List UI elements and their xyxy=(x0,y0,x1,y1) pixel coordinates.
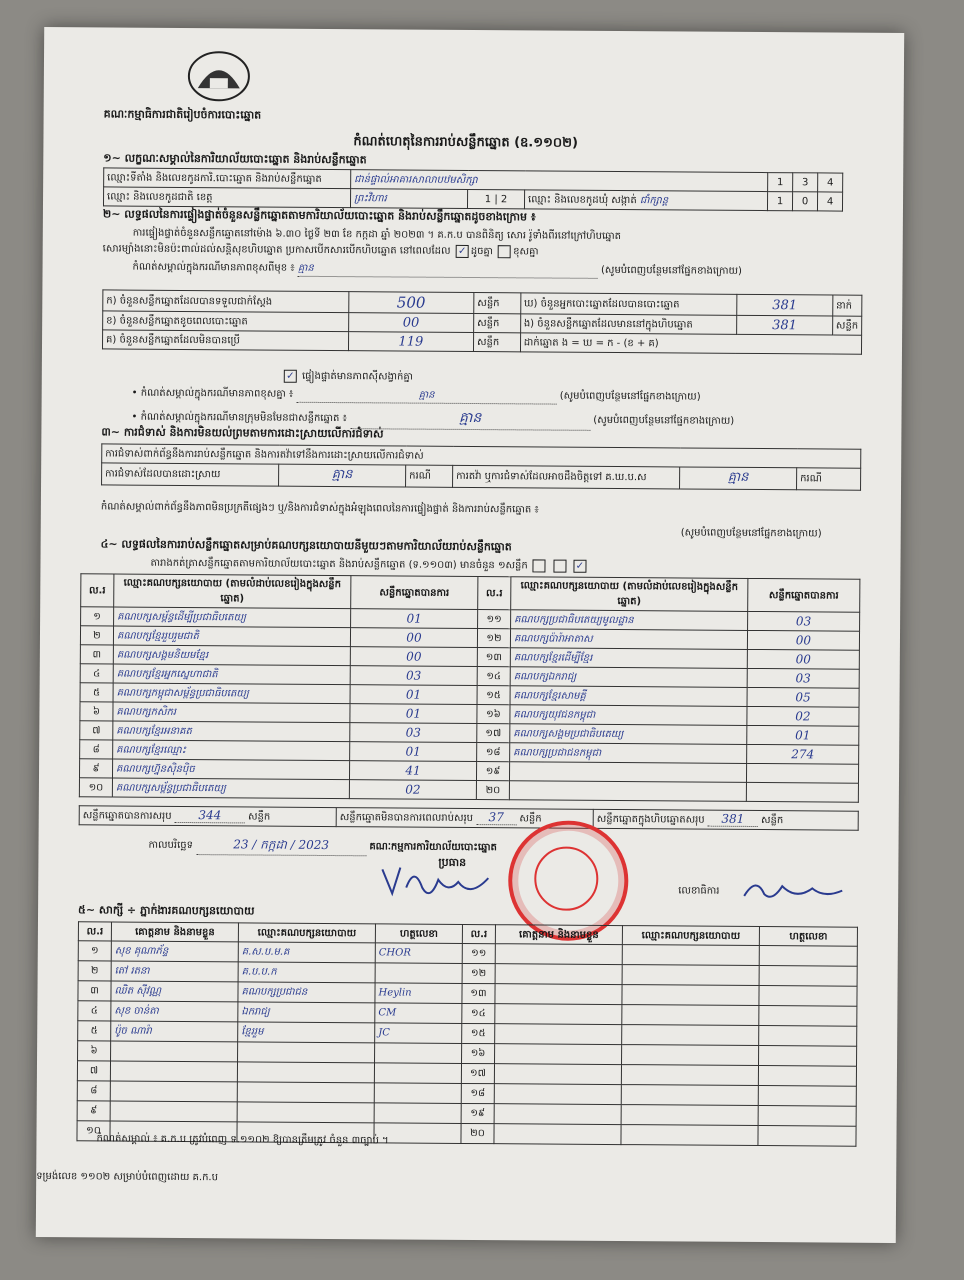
witness-signature xyxy=(375,1043,462,1064)
witness-party xyxy=(237,1102,374,1123)
province-label: ឈ្មោះ និងលេខកូដជាតិ ខេត្ត xyxy=(103,187,350,208)
witness-party: គ.ប.ប.ក xyxy=(238,962,375,983)
witness-name: ប៉ូច ណារ៉ា xyxy=(111,1021,238,1042)
party-number: ១១ xyxy=(478,610,511,629)
sheet-checkbox[interactable] xyxy=(553,559,566,572)
witness-number: ៣ xyxy=(78,981,111,1001)
total-value: 344 xyxy=(175,808,245,823)
party-votes: 03 xyxy=(748,611,860,631)
total-row xyxy=(79,806,336,827)
col-header: ល.រ xyxy=(81,574,114,607)
witness-signature xyxy=(759,986,857,1007)
witness-number: ៤ xyxy=(78,1001,111,1021)
witness-signature xyxy=(758,1066,856,1087)
witness-party: ឯករាជ្យ xyxy=(238,1002,375,1023)
witness-name xyxy=(494,1124,621,1145)
witness-signature xyxy=(375,963,462,984)
chair-signature xyxy=(378,857,498,908)
witness-number: ១៨ xyxy=(461,1083,494,1103)
different-checkbox[interactable] xyxy=(498,245,511,258)
party-votes: 41 xyxy=(349,761,476,781)
remark-value: គ្មាន xyxy=(298,261,598,279)
witness-number: ១ xyxy=(78,941,111,961)
fill-note: (សូមបំពេញបន្ថែមនៅផ្នែកខាងក្រោយ) xyxy=(680,527,822,540)
sheet-checkbox[interactable] xyxy=(533,559,546,572)
witness-name xyxy=(110,1101,237,1122)
party-name: គណបក្សខ្មែរដើម្បីខ្មែរ xyxy=(510,648,747,669)
province-code: 1 xyxy=(484,193,492,205)
party-votes: 00 xyxy=(747,649,859,669)
in-box-value: 381 xyxy=(737,315,833,335)
footnote: កំណត់សម្គាល់ ៖ គ.ក.ប ត្រូវបំពេញ ទ.១១០២ ឱ្យបានត្រឹមត្រូវ ចំនួន ៣ច្បាប់ ។ xyxy=(96,1133,389,1147)
unit-label: នាក់ xyxy=(833,295,862,316)
official-seal xyxy=(508,820,629,941)
ballot-count-table xyxy=(102,289,862,354)
totals-table xyxy=(79,805,859,830)
witness-name xyxy=(111,1041,238,1062)
party-name: គណបក្សខ្មែររួបរួមជាតិ xyxy=(113,626,350,647)
party-name: គណបក្សខ្មែរសាមគ្គី xyxy=(510,686,747,707)
irregularity-remark: កំណត់សម្គាល់ពាក់ព័ន្ធនឹងភាពមិនប្រក្រតីផ្សេងៗ ឬ/និងការជំទាស់ក្នុងអំឡុងពេលនៃការផ្ទៀងផ្ទាត់ និងការរាប់សន្លឹកឆ្នោត ៖ xyxy=(100,501,539,516)
party-name: គណបក្សខ្មែរអនាគត xyxy=(113,721,350,742)
unit-label: សន្លឹក xyxy=(760,815,784,827)
col-header: ឈ្មោះគណបក្សនយោបាយ (តាមលំដាប់លេខរៀងក្នុងសន្លឹកឆ្នោត) xyxy=(511,577,748,612)
code-digit: 1 xyxy=(768,173,793,192)
code-digit: 4 xyxy=(818,173,843,192)
witness-party: គ.ស.ប.ម.គ xyxy=(238,942,375,963)
party-name: គណបក្សខ្មែរឈ្មោះ xyxy=(113,740,350,761)
witness-name xyxy=(495,1024,622,1045)
verify-line xyxy=(103,241,539,259)
remark-line: • កំណត់សម្គាល់ក្នុងករណីមានក្រុមមិនមែនជាសន្លឹកឆ្នោត ៖ គ្មាន (សូមបំពេញបន្ថែមនៅផ្នែកខាងក្រោយ) xyxy=(131,406,734,432)
sheet-checkbox[interactable]: ✓ xyxy=(573,559,586,572)
witness-party xyxy=(238,1042,375,1063)
witness-signature xyxy=(374,1103,461,1124)
witness-party xyxy=(621,1125,758,1146)
secretary-label: លេខាធិការ xyxy=(678,885,720,897)
tally-text: តារាងកត់ត្រាសន្លឹកឆ្នោតតាមការិយាល័យបោះឆ្នោត និងរាប់សន្លឹកឆ្នោត (ទ.១១០៣) មានចំនួន ១សន្លឹក xyxy=(150,557,528,572)
section2-heading: ២~ លទ្ធផលនៃការផ្ទៀងផ្ទាត់ចំនួនសន្លឹកឆ្នោតតាមការិយាល័យបោះឆ្នោត និងរាប់សន្លឹកឆ្នោតដូចខាងក្រោម ៖ xyxy=(102,207,536,224)
party-number: ១០ xyxy=(79,778,112,797)
witness-name xyxy=(495,984,622,1005)
witness-number: ៩ xyxy=(77,1101,110,1121)
party-votes: 02 xyxy=(349,780,476,800)
witness-party: គណបក្សប្រជាជន xyxy=(238,982,375,1003)
party-votes: 00 xyxy=(747,630,859,650)
col-header: សន្លឹកឆ្នោតបានការ xyxy=(351,576,478,610)
party-number: ១៦ xyxy=(477,705,510,724)
party-votes: 03 xyxy=(350,666,477,686)
party-number: ៥ xyxy=(80,683,113,702)
witness-name: តៅ រតនា xyxy=(111,961,238,982)
party-votes: 00 xyxy=(350,628,477,648)
fill-note: (សូមបំពេញបន្ថែមនៅផ្នែកខាងក្រោយ) xyxy=(601,264,743,277)
witness-party xyxy=(622,1045,759,1066)
witness-name xyxy=(495,964,622,985)
party-votes: 05 xyxy=(747,687,859,707)
witness-number: ១៤ xyxy=(462,1003,495,1023)
nec-emblem-icon xyxy=(184,48,254,104)
witness-signature: CM xyxy=(375,1003,462,1024)
unit-label: ករណី xyxy=(406,465,453,487)
party-votes xyxy=(746,763,858,783)
witness-party xyxy=(622,985,759,1006)
province-code: 2 xyxy=(500,193,508,205)
form-title: កំណត់ហេតុនៃការរាប់សន្លឹកឆ្នោត (ឧ.១១០២) xyxy=(353,134,578,151)
section3-heading: ៣~ ការជំទាស់ និងការមិនយល់ព្រមតាមការដោះស្រាយលើការជំទាស់ xyxy=(101,425,384,441)
chair-label: ប្រធាន xyxy=(438,855,467,869)
witness-number: ១២ xyxy=(462,963,495,983)
witness-signature: JC xyxy=(375,1023,462,1044)
witness-party xyxy=(621,1065,758,1086)
results-table xyxy=(79,573,861,802)
witness-number: ២ xyxy=(78,961,111,981)
witness-party xyxy=(622,945,759,966)
appeal-value: គ្មាន xyxy=(680,467,797,490)
party-name: គណបក្សប៉ារ៉ាអាតាស xyxy=(510,629,747,650)
witness-number: ១៣ xyxy=(462,983,495,1003)
witness-signature xyxy=(374,1063,461,1084)
col-header: ហត្ថលេខា xyxy=(375,924,462,944)
witness-name xyxy=(495,1004,622,1025)
party-name: គណបក្សឯករាជ្យ xyxy=(510,667,747,688)
witness-party xyxy=(237,1082,374,1103)
remark-line xyxy=(133,260,743,280)
witness-name xyxy=(495,944,622,965)
witness-name: សុខ ចាន់តា xyxy=(111,1001,238,1022)
box-total-label: សន្លឹកឆ្នោតក្នុងហិបឆ្នោតសរុប xyxy=(596,813,705,826)
party-name: គណបក្សសង្គមប្រជាធិបតេយ្យ xyxy=(510,724,747,745)
witness-signature xyxy=(759,1006,857,1027)
consistency-line xyxy=(282,369,413,385)
formula: ដាក់ឆ្នោត ង = ឃ = ក - (ខ + គ) xyxy=(520,333,861,354)
witness-party xyxy=(621,1105,758,1126)
resolved-value: គ្មាន xyxy=(279,464,406,487)
witness-signature xyxy=(759,1046,857,1067)
remark-label: កំណត់សម្គាល់ក្នុងករណីមានក្រុមមិនមែនជាសន្លឹកឆ្នោត ៖ xyxy=(140,411,347,425)
date-value: 23 / កក្កដា / 2023 xyxy=(196,836,366,856)
witness-number: ១៩ xyxy=(461,1103,494,1123)
party-name: គណបក្សប្រជាធិបតេយ្យមូលដ្ឋាន xyxy=(511,610,748,631)
party-votes: 01 xyxy=(350,685,477,705)
same-label: ដូចគ្នា xyxy=(470,245,493,258)
resolved-label: ការជំទាស់ដែលបានដោះស្រាយ xyxy=(102,463,279,486)
witness-number: ១៥ xyxy=(462,1023,495,1043)
party-name: គណបក្សហ្វ៊ុនស៊ិនប៉ិច xyxy=(112,759,349,780)
party-votes: 03 xyxy=(747,668,859,688)
party-number: ៤ xyxy=(80,664,113,683)
table-row xyxy=(79,778,858,802)
fill-note: (សូមបំពេញបន្ថែមនៅផ្នែកខាងក្រោយ) xyxy=(559,390,701,403)
commune-label: ឈ្មោះ និងលេខកូដឃុំ សង្កាត់ xyxy=(528,193,637,206)
same-checkbox[interactable]: ✓ xyxy=(456,244,469,257)
witness-number: ២០ xyxy=(461,1123,494,1143)
col-header: គោត្តនាម និងនាមខ្លួន xyxy=(111,922,238,942)
col-header: ល.រ xyxy=(78,922,111,941)
col-header: គោត្តនាម និងនាមខ្លួន xyxy=(495,925,622,945)
unit-label: សន្លឹក xyxy=(474,293,521,314)
consistency-text: ផ្ទៀងផ្ទាត់មានភាពស៊ីសង្វាក់គ្នា xyxy=(301,370,413,383)
witness-name xyxy=(110,1061,237,1082)
voters-value: 381 xyxy=(737,294,833,316)
party-name xyxy=(509,781,746,802)
province-value: ព្រះវិហារ xyxy=(350,189,467,209)
witness-name xyxy=(495,1044,622,1065)
party-number: ១៤ xyxy=(477,667,510,686)
code-digit: 0 xyxy=(792,192,817,211)
party-votes xyxy=(746,782,858,802)
tally-line xyxy=(150,556,588,574)
witness-party xyxy=(622,965,759,986)
party-number: ២០ xyxy=(476,781,509,800)
invalid-label: សន្លឹកឆ្នោតមិនបានការពេលរាប់សរុប xyxy=(339,812,474,825)
party-name: គណបក្សខ្មែរអ្នកស្នេហាជាតិ xyxy=(113,664,350,685)
witness-party xyxy=(622,1005,759,1026)
remark-value: គ្មាន xyxy=(350,407,590,431)
witness-number: ១០ xyxy=(77,1121,110,1141)
remark-label: កំណត់សម្គាល់ក្នុងករណីមានភាពខុសពីមុខ ៖ xyxy=(132,261,295,274)
party-name: គណបក្សសម្ព័ន្ធដើម្បីប្រជាធិបតេយ្យ xyxy=(114,607,351,628)
witness-party: ខ្មែររួម xyxy=(238,1022,375,1043)
different-label: ខុសគ្នា xyxy=(513,246,539,258)
witness-signature xyxy=(759,946,857,967)
party-number: ១៨ xyxy=(477,743,510,762)
col-header: ល.រ xyxy=(478,577,511,610)
remark-label: កំណត់សម្គាល់ក្នុងករណីមានភាពខុសគ្នា ៖ xyxy=(140,387,294,400)
form-sheet xyxy=(36,27,904,1243)
witness-signature: Heylin xyxy=(375,983,462,1004)
witness-number: ១១ xyxy=(462,943,495,963)
witness-number: ៧ xyxy=(77,1061,110,1081)
unit-label: សន្លឹក xyxy=(247,811,271,823)
form-note: ទម្រង់លេខ ១១០២ សម្រាប់បំពេញដោយ គ.ក.ប xyxy=(36,1170,219,1184)
witness-party xyxy=(622,1025,759,1046)
secretary-signature xyxy=(738,872,848,909)
party-name xyxy=(509,762,746,783)
witness-signature xyxy=(759,1026,857,1047)
remark-value: គ្មាន xyxy=(296,387,556,405)
party-name: គណបក្សកសិករ xyxy=(113,702,350,723)
party-votes: 00 xyxy=(350,647,477,667)
fill-note: (សូមបំពេញបន្ថែមនៅផ្នែកខាងក្រោយ) xyxy=(593,414,735,427)
unit-label: សន្លឹក xyxy=(832,316,861,335)
witness-name xyxy=(494,1104,621,1125)
witness-name xyxy=(110,1081,237,1102)
party-number: ១៣ xyxy=(477,648,510,667)
witness-number: ១៦ xyxy=(462,1043,495,1063)
appeal-label: ការតវ៉ា ឬការជំទាស់ដែលអាចដឹងចិត្តទៅ គ.ឃ.ប.ស xyxy=(453,465,680,489)
received-value: 500 xyxy=(348,292,473,314)
code-digit: 1 xyxy=(767,192,792,211)
consistent-checkbox[interactable]: ✓ xyxy=(284,369,297,382)
code-digit: 3 xyxy=(793,173,818,192)
col-header: ឈ្មោះគណបក្សនយោបាយ (តាមលំដាប់លេខរៀងក្នុងសន្លឹកឆ្នោត) xyxy=(114,574,351,609)
party-name: គណបក្សប្រជាជនកម្ពុជា xyxy=(510,743,747,764)
witness-number: ៦ xyxy=(78,1041,111,1061)
col-header: សន្លឹកឆ្នោតបានការ xyxy=(748,578,860,612)
spoiled-label: ខ) ចំនួនសន្លឹកឆ្នោតខូចពេលបោះឆ្នោត xyxy=(103,311,349,332)
party-number: ១៩ xyxy=(476,762,509,781)
unused-label: គ) ចំនួនសន្លឹកឆ្នោតដែលមិនបានប្រើ xyxy=(102,330,348,351)
witness-signature xyxy=(374,1083,461,1104)
witness-signature xyxy=(758,1106,856,1127)
location-label: ឈ្មោះទីតាំង និងលេខកូដការិ.បោះឆ្នោត និងរាប់សន្លឹកឆ្នោត xyxy=(104,168,351,189)
location-value: ជាន់ផ្ទាល់អាគារសាលាបឋមសិក្សា xyxy=(351,170,768,192)
in-box-label: ង) ចំនួនសន្លឹកឆ្នោតដែលមាននៅក្នុងហិបឆ្នោត xyxy=(520,314,736,335)
party-number: ២ xyxy=(80,626,113,645)
witness-signature xyxy=(759,966,857,987)
party-name: គណបក្សកម្ពុជាសម្ព័ន្ធប្រជាធិបតេយ្យ xyxy=(113,683,350,704)
party-name: គណបក្សសង្គមនិយមខ្មែរ xyxy=(113,645,350,666)
party-number: ១៥ xyxy=(477,686,510,705)
witness-signature xyxy=(758,1086,856,1107)
unit-label: សន្លឹក xyxy=(519,813,542,825)
witness-number: ៨ xyxy=(77,1081,110,1101)
party-votes: 01 xyxy=(350,742,477,762)
party-votes: 01 xyxy=(351,609,478,629)
witness-name: ឈិត ស៊ីវណ្ណ xyxy=(111,981,238,1002)
witness-party xyxy=(621,1085,758,1106)
witness-number: ៥ xyxy=(78,1021,111,1041)
party-number: ៦ xyxy=(80,702,113,721)
witness-name xyxy=(494,1064,621,1085)
unused-value: 119 xyxy=(348,332,473,352)
objection-row-label: ការជំទាស់ពាក់ព័ន្ធនឹងការរាប់សន្លឹកឆ្នោត និងការតវ៉ាទៅនឹងការដោះស្រាយលើការជំទាស់ xyxy=(102,444,861,468)
witness-name xyxy=(494,1084,621,1105)
party-votes: 01 xyxy=(747,725,859,745)
commune-value: ជាំក្សាន្ត xyxy=(639,194,669,206)
witness-name: សុខ គុណាភ័ន្ទ xyxy=(111,941,238,962)
box-total-row xyxy=(593,809,858,830)
verify-line: ការផ្ទៀងផ្ទាត់ចំនួនសន្លឹកឆ្នោតនៅម៉ោង ៦.៣០ ថ្ងៃទី ២៣ ខែ កក្កដា ឆ្នាំ ២០២៣ ។ គ.ក.ប បានពិនិត្យ សោរ រ៉ូទាំងពីរនៅក្រៅហិបឆ្នោត xyxy=(132,227,622,243)
party-votes: 274 xyxy=(747,744,859,764)
witness-party xyxy=(237,1062,374,1083)
col-header: ឈ្មោះគណបក្សនយោបាយ xyxy=(238,923,375,943)
party-number: ១ xyxy=(81,607,114,626)
party-votes: 01 xyxy=(350,704,477,724)
section4-heading: ៤~ លទ្ធផលនៃការរាប់សន្លឹកឆ្នោតសម្រាប់គណបក្សនយោបាយនីមួយៗតាមការិយាល័យរាប់សន្លឹកឆ្នោត xyxy=(100,537,512,554)
witness-signature xyxy=(758,1126,856,1147)
party-name: គណបក្សយុវជនកម្ពុជា xyxy=(510,705,747,726)
party-number: ៧ xyxy=(80,721,113,740)
party-number: ៩ xyxy=(79,759,112,778)
col-header: ហត្ថលេខា xyxy=(759,927,857,947)
box-total-value: 381 xyxy=(708,812,758,827)
voters-label: ឃ) ចំនួនអ្នកបោះឆ្នោតដែលបានបោះឆ្នោត xyxy=(520,293,736,316)
objection-table xyxy=(101,443,861,490)
party-number: ៨ xyxy=(80,740,113,759)
invalid-value: 37 xyxy=(476,810,516,825)
party-name: គណបក្សសម្ព័ន្ធប្រជាធិបតេយ្យ xyxy=(112,778,349,799)
commission-label: គណៈកម្មការការិយាល័យបោះឆ្នោត xyxy=(369,841,497,854)
party-number: ១២ xyxy=(477,629,510,648)
remark-line: • កំណត់សម្គាល់ក្នុងករណីមានភាពខុសគ្នា ៖ គ្មាន (សូមបំពេញបន្ថែមនៅផ្នែកខាងក្រោយ) xyxy=(131,387,701,403)
received-label: ក) ចំនួនសន្លឹកឆ្នោតដែលបានទទួលជាក់ស្តែង xyxy=(103,290,349,313)
date-line xyxy=(148,836,497,857)
section1-table: ឈ្មោះទីតាំង និងលេខកូដការិ.បោះឆ្នោត និងរាប់សន្លឹកឆ្នោត ជាន់ផ្ទាល់អាគារសាលាបឋមសិក្សា 1 3 4 ឈ្មោះ និងលេខកូដជាតិ ខេត្ត ព្រះវិហារ 1 | 2 ឈ្មោះ និងលេខកូដឃុំ សង្កាត់ ជាំក្សាន្ត 1 0 4 xyxy=(103,167,843,211)
unit-label: សន្លឹក xyxy=(473,333,520,352)
party-votes: 03 xyxy=(350,723,477,743)
verify-text: សោរម្យ៉ាងនោះមិនប៉ះពាល់ដល់សន្តិសុខហិបឆ្នោត ប្រកាសបើកសារបើកហិបឆ្នោត នៅពេលដែល xyxy=(102,243,451,257)
col-header: ល.រ xyxy=(462,924,495,943)
witness-signature: CHOR xyxy=(375,943,462,964)
witness-number: ១៧ xyxy=(461,1063,494,1083)
party-votes: 02 xyxy=(747,706,859,726)
witness-table xyxy=(76,921,858,1146)
total-label: សន្លឹកឆ្នោតបានការសរុប xyxy=(82,810,172,822)
section5-heading: ៥~ សាក្សី ÷ ភ្នាក់ងារគណបក្សនយោបាយ xyxy=(78,903,255,918)
party-number: ៣ xyxy=(80,645,113,664)
unit-label: ករណី xyxy=(797,468,861,490)
unit-label: សន្លឹក xyxy=(474,314,521,333)
party-number: ១៧ xyxy=(477,724,510,743)
spoiled-value: 00 xyxy=(348,313,473,333)
col-header: ឈ្មោះគណបក្សនយោបាយ xyxy=(622,926,759,946)
code-digit: 4 xyxy=(817,192,842,211)
org-name: គណៈកម្មាធិការជាតិរៀបចំការបោះឆ្នោត xyxy=(103,107,262,122)
section1-heading: ១~ លក្ខណៈសម្គាល់នៃការិយាល័យបោះឆ្នោត និងរាប់សន្លឹកឆ្នោត xyxy=(103,151,367,167)
date-label: កាលបរិច្ឆេទ xyxy=(148,839,193,852)
